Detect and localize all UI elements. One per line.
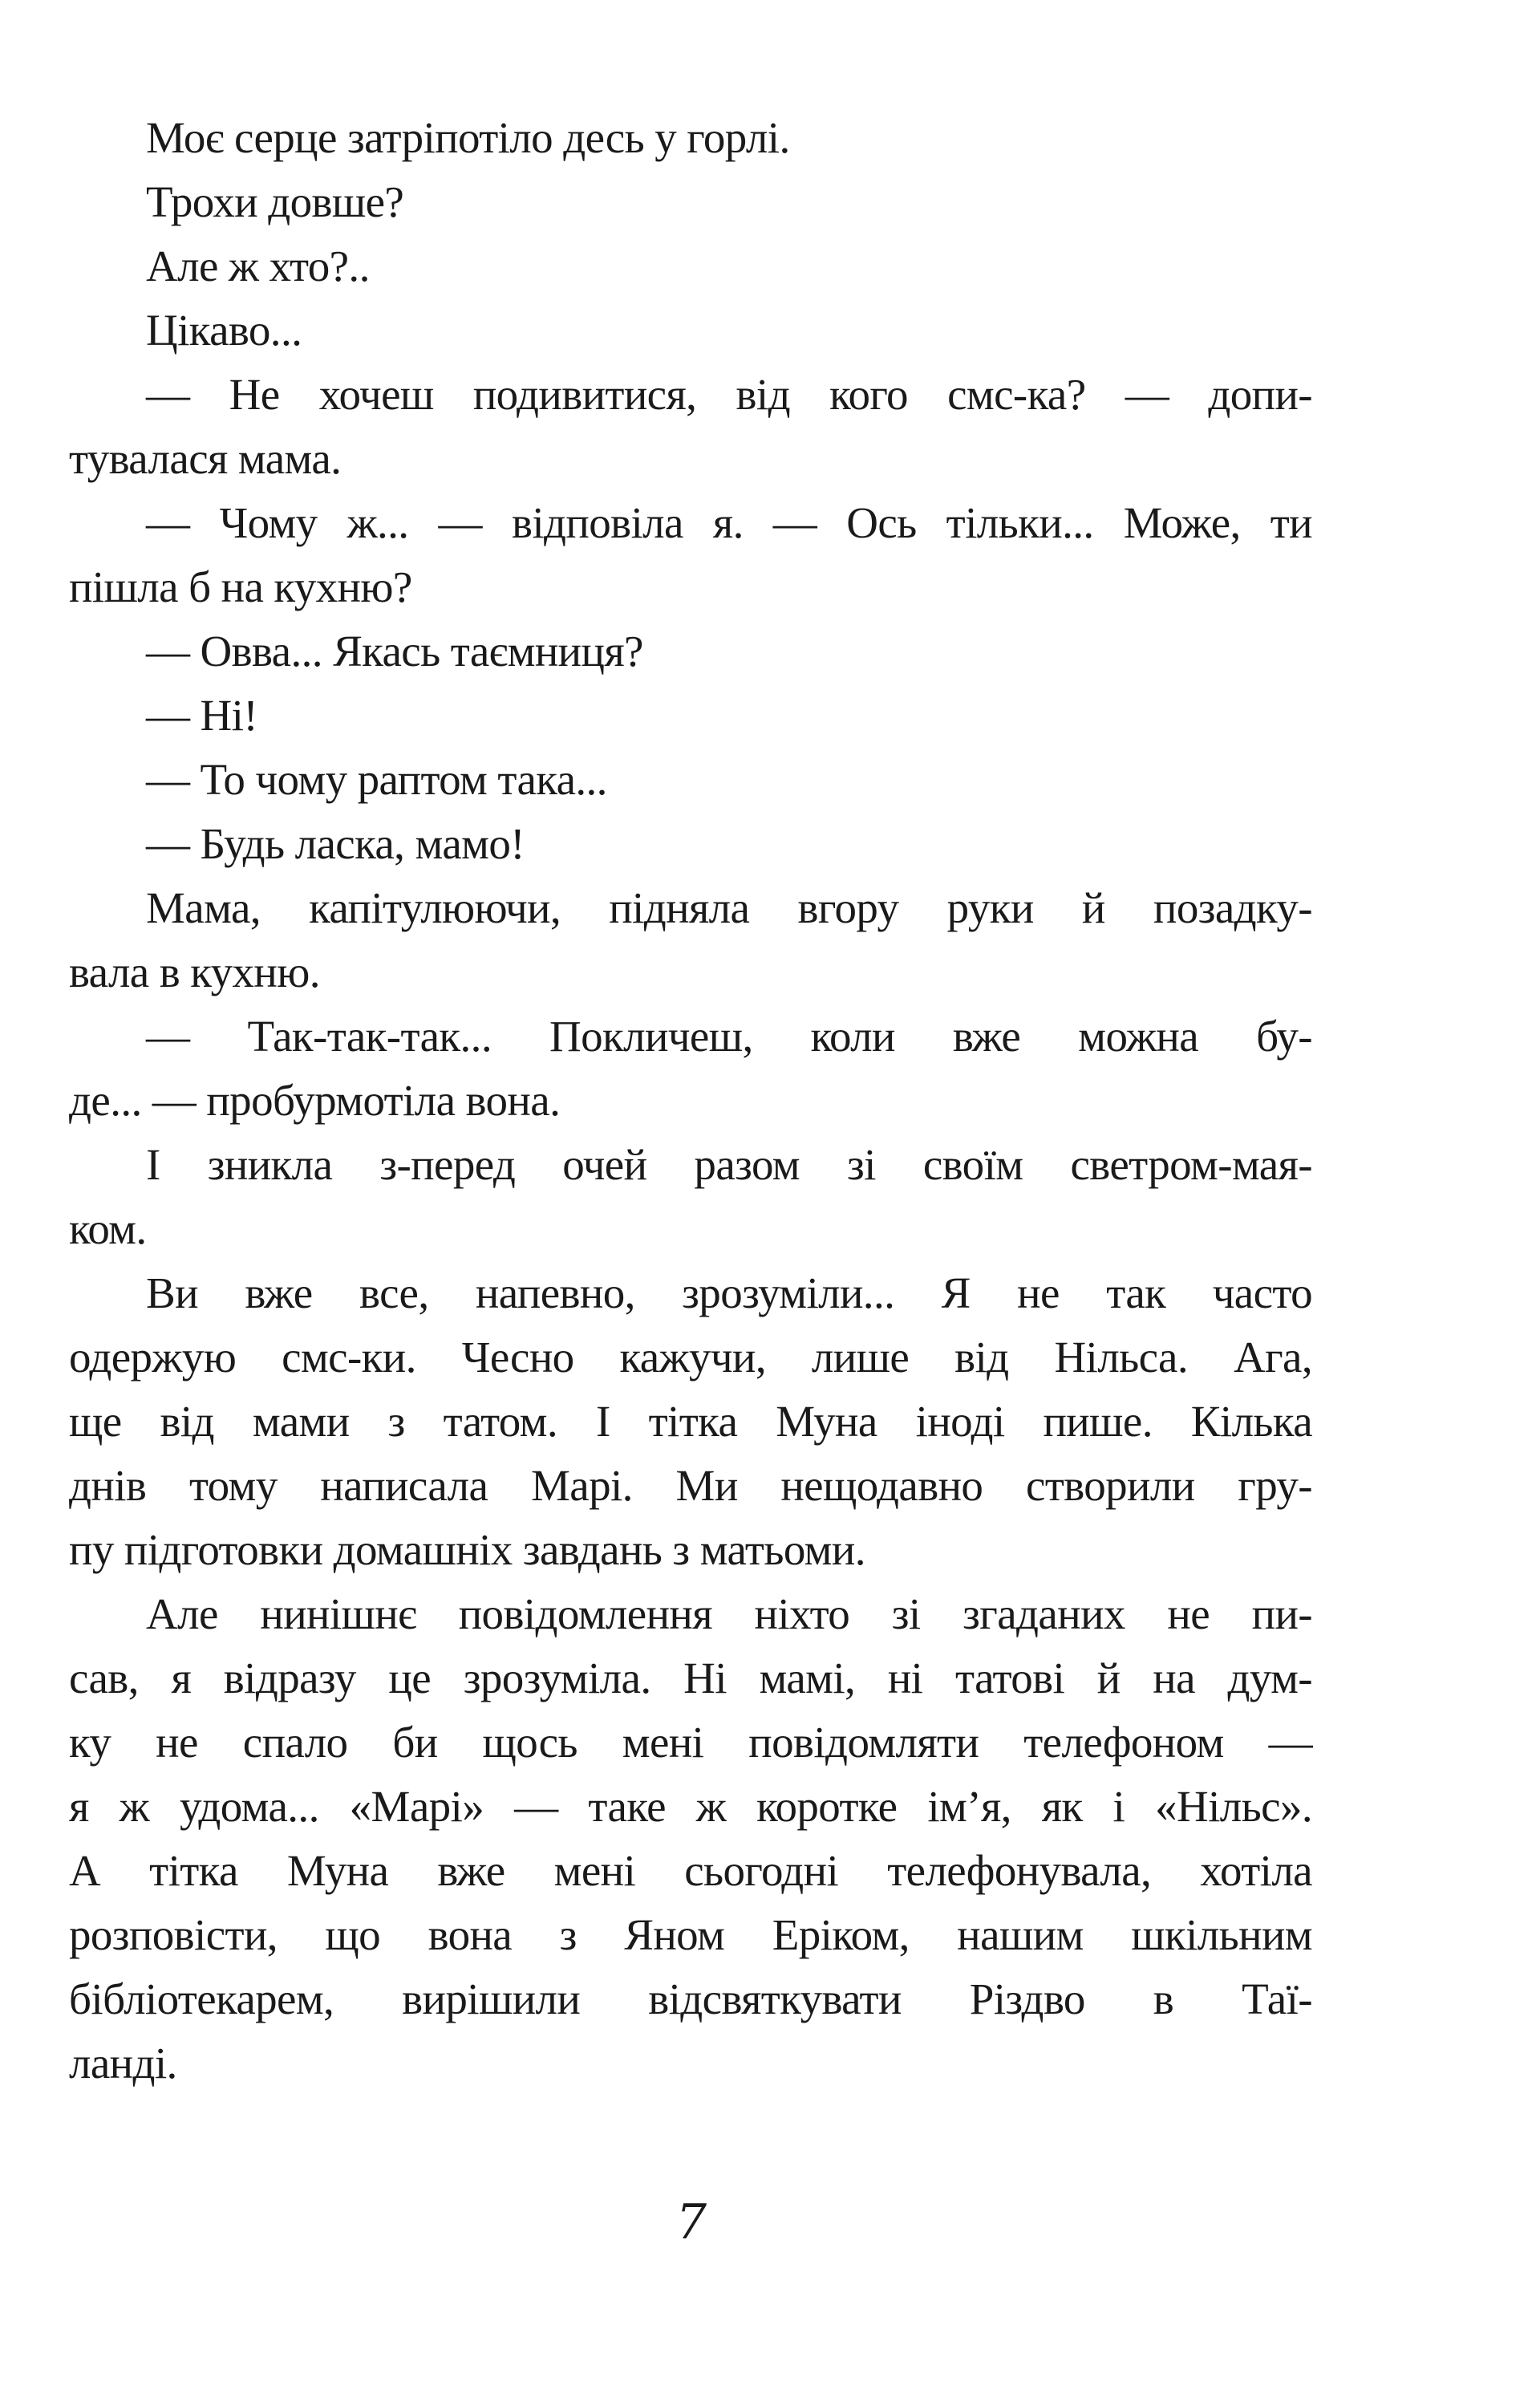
- text-line: сав, я відразу це зрозуміла. Ні мамі, ні татові й на дум-: [69, 1653, 1312, 1702]
- text-line: Мама, капітулюючи, підняла вгору руки й позадку-: [146, 883, 1312, 932]
- page-number: 7: [675, 2194, 707, 2250]
- text-line: — То чому раптом така...: [146, 755, 607, 804]
- text-line: Цікаво...: [146, 306, 302, 355]
- text-line: я ж удома... «Марі» — таке ж коротке ім’я, як і «Нільс».: [69, 1782, 1312, 1831]
- text-line: ком.: [69, 1204, 147, 1253]
- text-line: А тітка Муна вже мені сьогодні телефонувала, хотіла: [69, 1846, 1312, 1895]
- text-line: Трохи довше?: [146, 177, 404, 226]
- text-line: ще від мами з татом. І тітка Муна іноді пише. Кілька: [69, 1397, 1312, 1446]
- text-line: Але ж хто?..: [146, 241, 370, 290]
- text-line: бібліотекарем, вирішили відсвяткувати Різдво в Таї-: [69, 1974, 1312, 2023]
- text-line: тувалася мама.: [69, 434, 342, 483]
- text-line: І зникла з-перед очей разом зі своїм светром-мая-: [146, 1140, 1312, 1189]
- text-line: — Ні!: [146, 691, 258, 740]
- text-line: — Так-так-так... Покличеш, коли вже можна бу-: [146, 1012, 1312, 1061]
- text-line: Моє серце затріпотіло десь у горлі.: [146, 113, 790, 162]
- text-line: одержую смс-ки. Чесно кажучи, лише від Нільса. Ага,: [69, 1333, 1312, 1382]
- text-line: Ви вже все, напевно, зрозуміли... Я не так часто: [146, 1268, 1312, 1317]
- body-text: [69, 106, 1312, 2096]
- text-line: — Чому ж... — відповіла я. — Ось тільки... Може, ти: [146, 498, 1312, 547]
- text-line: — Будь ласка, мамо!: [146, 819, 525, 868]
- text-line: вала в кухню.: [69, 947, 320, 996]
- text-line: днів тому написала Марі. Ми нещодавно створили гру-: [69, 1461, 1312, 1510]
- text-line: розповісти, що вона з Яном Еріком, нашим шкільним: [69, 1910, 1312, 1959]
- text-line: пішла б на кухню?: [69, 562, 412, 611]
- text-line: де... — пробурмотіла вона.: [69, 1076, 561, 1125]
- text-line: Але нинішнє повідомлення ніхто зі згаданих не пи-: [146, 1589, 1312, 1638]
- text-line: ку не спало би щось мені повідомляти телефоном —: [69, 1718, 1312, 1767]
- text-line: — Овва... Якась таємниця?: [146, 627, 643, 676]
- text-line: — Не хочеш подивитися, від кого смс-ка? — допи-: [146, 370, 1312, 419]
- text-line: пу підготовки домашніх завдань з матьоми.: [69, 1525, 865, 1574]
- text-line: ланді.: [69, 2039, 177, 2088]
